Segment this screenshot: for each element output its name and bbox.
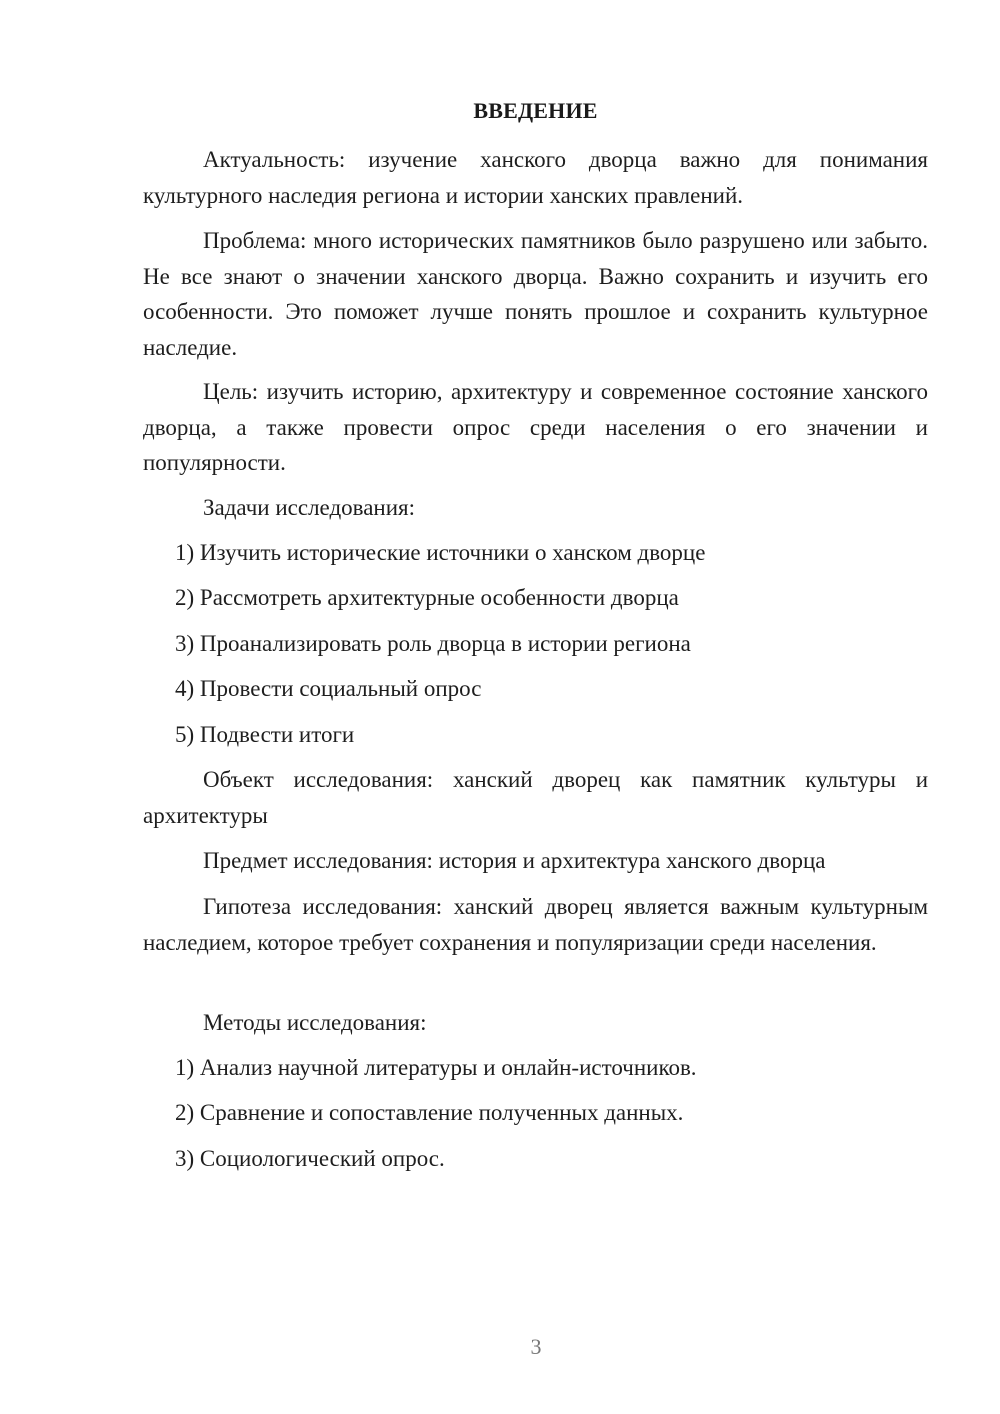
method-item-3: 3) Социологический опрос. <box>175 1146 445 1171</box>
task-item-4: 4) Провести социальный опрос <box>175 676 482 701</box>
tasks-heading: Задачи исследования: <box>203 495 416 520</box>
task-item-1: 1) Изучить исторические источники о ханском дворце <box>175 540 706 565</box>
task-item-2: 2) Рассмотреть архитектурные особенности дворца <box>175 585 679 610</box>
goal-paragraph: Цель: изучить историю, архитектуру и современное состояние ханского дворца, а также провести опрос среди населения о его значении и популярности. <box>143 379 928 475</box>
relevance-paragraph: Актуальность: изучение ханского дворца важно для понимания культурного наследия региона и истории ханских правлений. <box>143 147 928 208</box>
page-number: 3 <box>530 1334 542 1359</box>
task-item-5: 5) Подвести итоги <box>175 722 355 747</box>
section-heading: ВВЕДЕНИЕ <box>473 98 598 123</box>
task-item-3: 3) Проанализировать роль дворца в истории региона <box>175 631 691 656</box>
method-item-1: 1) Анализ научной литературы и онлайн-источников. <box>175 1055 697 1080</box>
method-item-2: 2) Сравнение и сопоставление полученных данных. <box>175 1100 684 1125</box>
problem-paragraph: Проблема: много исторических памятников было разрушено или забыто. Не все знают о значении ханского дворца. Важно сохранить и изучить его особенности. Это поможет лучше понять прошлое и сохранить культурное наследие. <box>143 228 928 360</box>
methods-heading: Методы исследования: <box>203 1010 427 1035</box>
object-paragraph: Объект исследования: ханский дворец как памятник культуры и архитектуры <box>143 767 928 828</box>
hypothesis-paragraph: Гипотеза исследования: ханский дворец является важным культурным наследием, которое требует сохранения и популяризации среди населения. <box>143 894 928 955</box>
subject-paragraph: Предмет исследования: история и архитектура ханского дворца <box>203 848 826 873</box>
